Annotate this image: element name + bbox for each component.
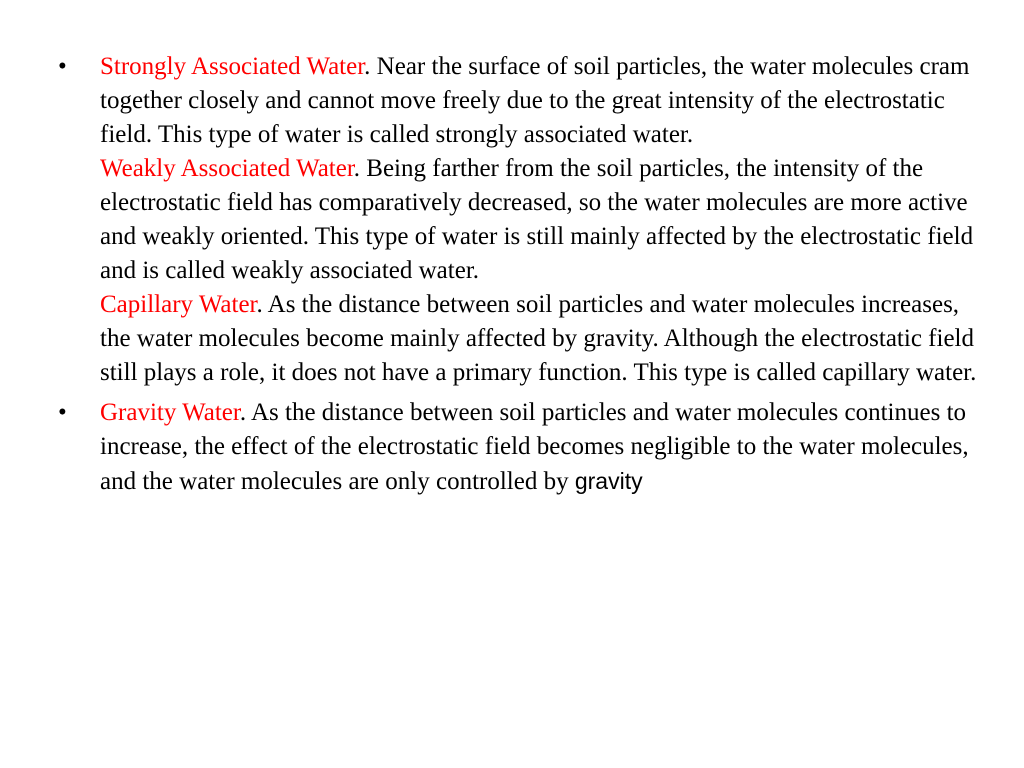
paragraph-strongly-associated-water (100, 50, 978, 152)
term-strongly-associated-water: Strongly Associated Water (100, 53, 365, 80)
term-weakly-associated-water: Weakly Associated Water (100, 155, 354, 182)
term-gravity-water: Gravity Water (100, 399, 240, 426)
bullet-mark: • (58, 53, 67, 80)
text-capillary-water: . As the distance between soil particles and water molecules increases, the water molecules become mainly affected by gravity. Although the electrostatic field still plays a role, it does not have a primary function. This type is called capillary water. (100, 291, 977, 386)
text-strongly-associated-water: . Near the surface of soil particles, the water molecules cram together closely and cannot move freely due to the great intensity of the electrostatic field. This type of water is called strongly associated water. (100, 53, 970, 148)
term-capillary-water: Capillary Water (100, 291, 257, 318)
paragraph-gravity-water (100, 396, 978, 499)
bullet-list (58, 50, 978, 505)
text-gravity-water: . As the distance between soil particles and water molecules continues to increase, the effect of the electrostatic field becomes negligible to the water molecules, and the water molecules are only controlled by (100, 399, 969, 495)
bullet-item-water-types (58, 50, 978, 390)
bullet-item-gravity-water (58, 396, 978, 499)
text-weakly-associated-water: . Being farther from the soil particles, the intensity of the electrostatic field has comparatively decreased, so the water molecules are more active and weakly oriented. This type of water is still mainly affected by the electrostatic field and is called weakly associated water. (100, 155, 974, 284)
text-gravity-tail: gravity (574, 468, 643, 494)
bullet-mark: • (58, 399, 67, 426)
paragraph-weakly-associated-water (100, 152, 978, 288)
paragraph-capillary-water (100, 288, 978, 390)
